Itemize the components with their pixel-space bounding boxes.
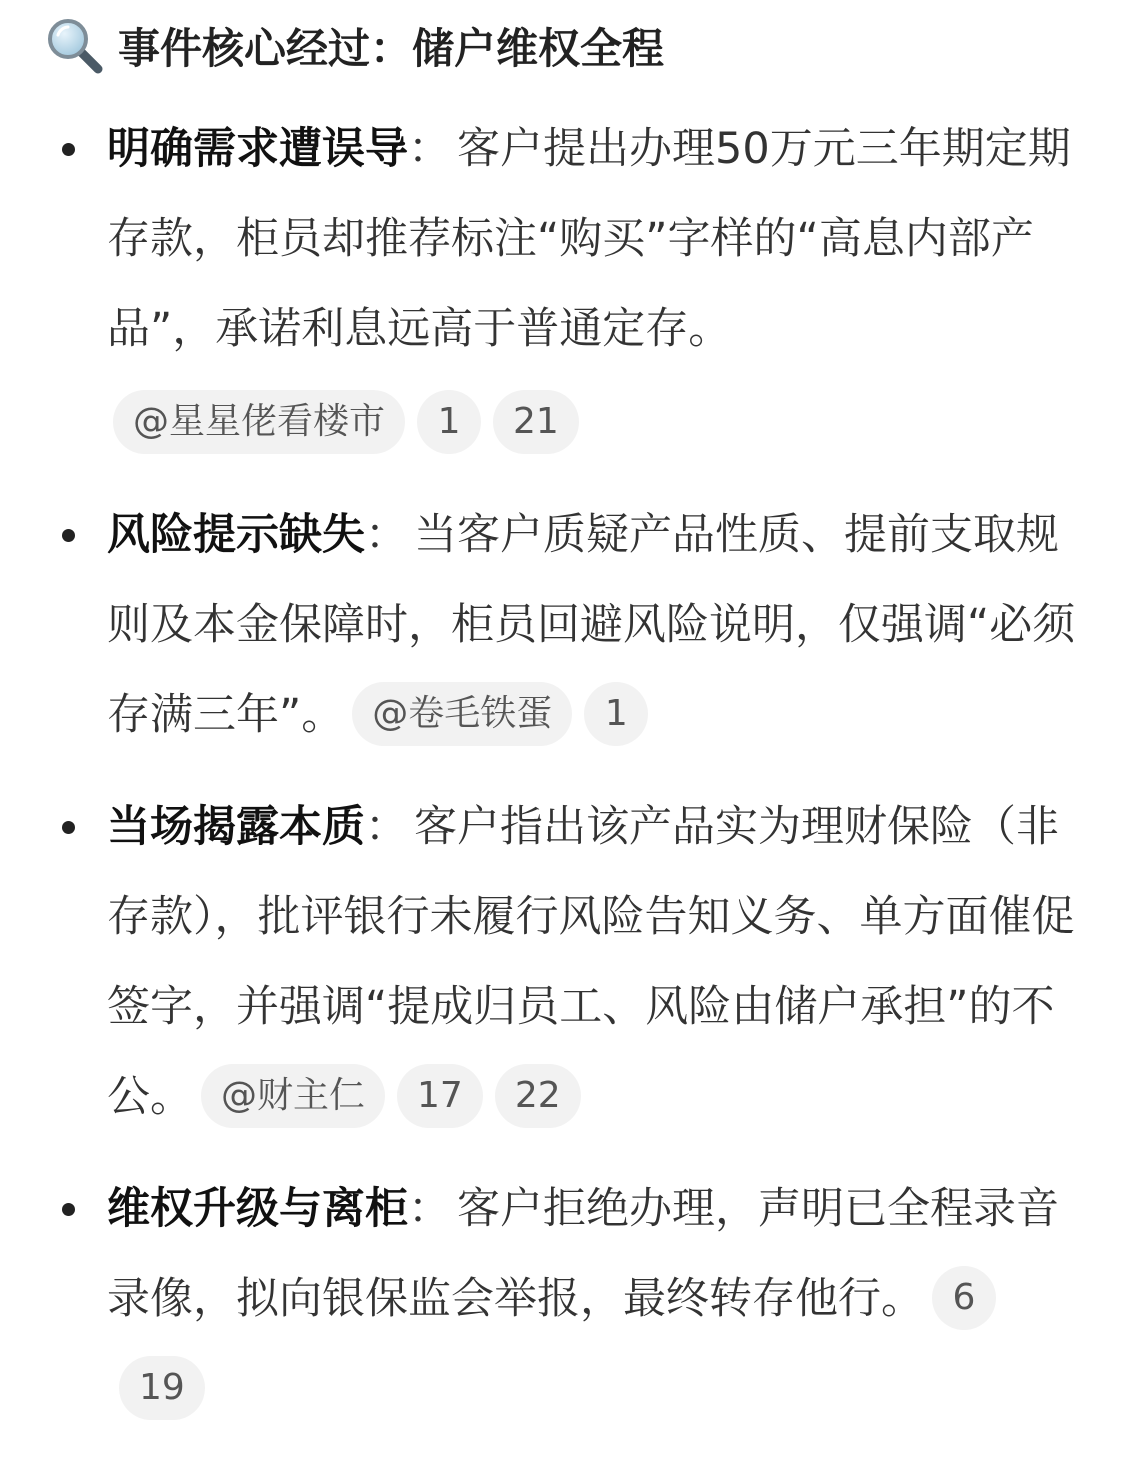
citation-chip[interactable]: 1 — [417, 390, 481, 454]
bullet-icon — [62, 1203, 75, 1216]
section-title: 事件核心经过：储户维权全程 — [118, 24, 665, 73]
citation-chip[interactable]: 19 — [119, 1356, 205, 1420]
list-item — [0, 104, 1092, 468]
item-colon: ： — [408, 124, 451, 174]
item-title: 明确需求遭误导 — [107, 124, 408, 174]
list-item — [0, 782, 1092, 1142]
bullet-icon — [62, 821, 75, 834]
citation-chip[interactable]: 6 — [932, 1266, 996, 1330]
citation-chip[interactable]: 17 — [397, 1064, 483, 1128]
item-body: 客户提出办理50万元三年期定期存款，柜员却推荐标注“购买”字样的“高息内部产品”，承诺利息远高于普通定存。 — [107, 124, 1071, 354]
item-body: 客户拒绝办理，声明已全程录音录像，拟向银保监会举报，最终转存他行。 — [107, 1184, 1059, 1324]
source-chip[interactable]: @财主仁 — [201, 1064, 385, 1128]
source-chip[interactable]: @星星佬看楼市 — [113, 390, 405, 454]
section-heading — [46, 14, 664, 78]
list-item — [0, 1164, 1092, 1434]
item-body: 当客户质疑产品性质、提前支取规则及本金保障时，柜员回避风险说明，仅强调“必须存满三年”。 — [107, 510, 1076, 740]
citation-chip[interactable]: 21 — [493, 390, 579, 454]
source-chip[interactable]: @卷毛铁蛋 — [352, 682, 572, 746]
item-colon: ： — [365, 802, 408, 852]
list-item — [0, 490, 1092, 760]
item-colon: ： — [408, 1184, 451, 1234]
item-title: 风险提示缺失 — [107, 510, 365, 560]
citation-chip[interactable]: 1 — [584, 682, 648, 746]
source-chips — [107, 374, 1092, 468]
item-body: 客户指出该产品实为理财保险（非存款），批评银行未履行风险告知义务、单方面催促签字，并强调“提成归员工、风险由储户承担”的不公。 — [107, 802, 1075, 1122]
item-colon: ： — [365, 510, 408, 560]
event-list — [0, 104, 1140, 1456]
citation-chip[interactable]: 22 — [495, 1064, 581, 1128]
bullet-icon — [62, 529, 75, 542]
magnifier-icon — [46, 17, 104, 75]
bullet-icon — [62, 143, 75, 156]
item-title: 维权升级与离柜 — [107, 1184, 408, 1234]
item-title: 当场揭露本质 — [107, 802, 365, 852]
